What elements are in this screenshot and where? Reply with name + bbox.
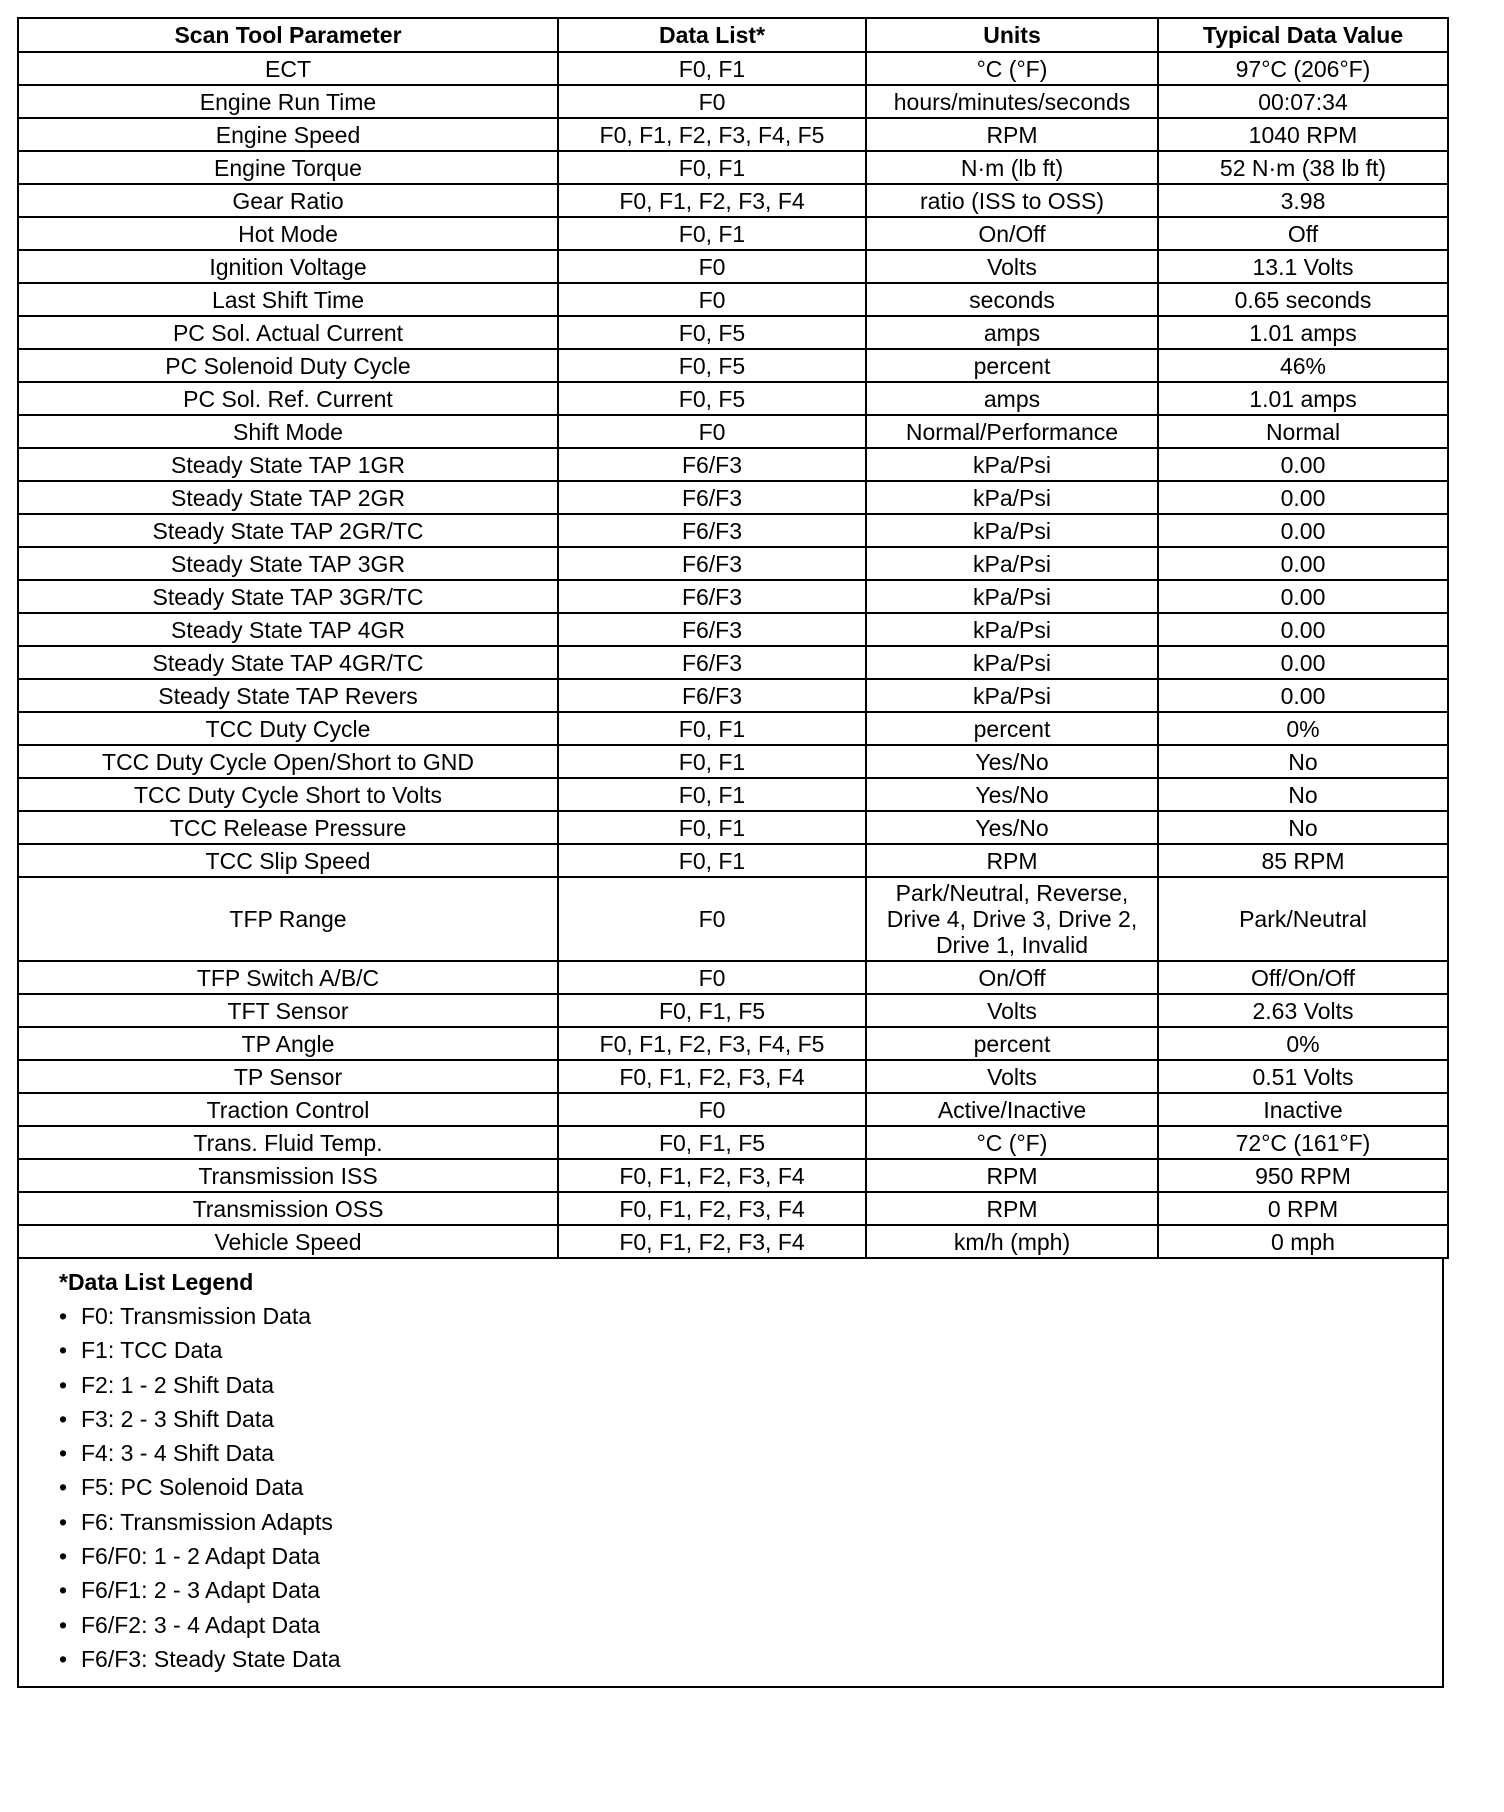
table-row (18, 151, 1448, 184)
bullet-icon: • (59, 1303, 68, 1329)
parameter-cell: Steady State TAP 4GR/TC (18, 646, 558, 679)
data-list-cell: F0, F1 (558, 745, 866, 778)
header-scan-tool-parameter: Scan Tool Parameter (18, 18, 558, 52)
table-row (18, 316, 1448, 349)
parameter-cell: TCC Duty Cycle (18, 712, 558, 745)
typical-value-cell: 0% (1158, 1027, 1448, 1060)
table-row (18, 712, 1448, 745)
data-list-cell: F0 (558, 85, 866, 118)
table-row (18, 118, 1448, 151)
parameter-cell: Engine Torque (18, 151, 558, 184)
data-list-cell: F0, F5 (558, 349, 866, 382)
parameter-cell: TFP Switch A/B/C (18, 961, 558, 994)
table-row (18, 514, 1448, 547)
typical-value-cell: 1.01 amps (1158, 316, 1448, 349)
units-cell: RPM (866, 1192, 1158, 1225)
table-row (18, 52, 1448, 85)
table-row (18, 1225, 1448, 1258)
parameter-cell: TP Angle (18, 1027, 558, 1060)
typical-value-cell: No (1158, 811, 1448, 844)
bullet-icon: • (59, 1337, 68, 1364)
data-list-cell: F6/F3 (558, 613, 866, 646)
bullet-icon: • (59, 1371, 68, 1398)
data-list-cell: F0, F1 (558, 844, 866, 877)
units-cell: Volts (866, 250, 1158, 283)
data-list-cell: F0, F1 (558, 811, 866, 844)
units-cell: kPa/Psi (866, 646, 1158, 679)
units-cell: °C (°F) (866, 52, 1158, 85)
table-row (18, 1192, 1448, 1225)
typical-value-cell: Inactive (1158, 1093, 1448, 1126)
typical-value-cell: 0.00 (1158, 613, 1448, 646)
units-cell: Volts (866, 1060, 1158, 1093)
bullet-icon: • (59, 1645, 68, 1672)
header-typical-data-value: Typical Data Value (1158, 18, 1448, 52)
units-cell: RPM (866, 844, 1158, 877)
typical-value-cell: 0.00 (1158, 481, 1448, 514)
legend-item-text: F5: PC Solenoid Data (81, 1474, 304, 1501)
data-list-cell: F0 (558, 877, 866, 961)
data-list-cell: F0 (558, 250, 866, 283)
typical-value-cell: 0.00 (1158, 514, 1448, 547)
units-cell: kPa/Psi (866, 580, 1158, 613)
typical-value-cell: 13.1 Volts (1158, 250, 1448, 283)
typical-value-cell: 0.51 Volts (1158, 1060, 1448, 1093)
parameter-cell: Ignition Voltage (18, 250, 558, 283)
data-list-cell: F6/F3 (558, 547, 866, 580)
table-row (18, 349, 1448, 382)
typical-value-cell: 00:07:34 (1158, 85, 1448, 118)
legend-item (59, 1299, 1442, 1333)
table-row (18, 184, 1448, 217)
bullet-icon: • (59, 1508, 68, 1535)
units-cell: On/Off (866, 217, 1158, 250)
legend-item-text: F6/F2: 3 - 4 Adapt Data (81, 1611, 321, 1638)
legend-item-text: F0: Transmission Data (81, 1303, 312, 1329)
legend-item (59, 1470, 1442, 1504)
table-row (18, 481, 1448, 514)
data-list-cell: F0, F5 (558, 382, 866, 415)
units-cell: amps (866, 316, 1158, 349)
parameter-cell: Traction Control (18, 1093, 558, 1126)
scan-tool-data-document (17, 17, 1447, 1688)
parameter-cell: Engine Speed (18, 118, 558, 151)
legend-title: *Data List Legend (59, 1269, 254, 1295)
data-list-cell: F0, F1, F5 (558, 1126, 866, 1159)
legend-list (59, 1299, 1442, 1676)
typical-value-cell: 0 RPM (1158, 1192, 1448, 1225)
data-list-legend (17, 1259, 1444, 1688)
table-row (18, 679, 1448, 712)
legend-item-text: F6/F0: 1 - 2 Adapt Data (81, 1543, 321, 1570)
parameter-cell: Trans. Fluid Temp. (18, 1126, 558, 1159)
data-list-cell: F0 (558, 961, 866, 994)
typical-value-cell: No (1158, 778, 1448, 811)
units-cell: On/Off (866, 961, 1158, 994)
data-list-cell: F6/F3 (558, 679, 866, 712)
parameter-cell: Vehicle Speed (18, 1225, 558, 1258)
parameter-cell: ECT (18, 52, 558, 85)
units-cell: Yes/No (866, 778, 1158, 811)
bullet-icon: • (59, 1440, 68, 1467)
bullet-icon: • (59, 1577, 68, 1604)
typical-value-cell: Off (1158, 217, 1448, 250)
typical-value-cell: 3.98 (1158, 184, 1448, 217)
legend-item-text: F4: 3 - 4 Shift Data (81, 1440, 275, 1467)
units-cell: RPM (866, 118, 1158, 151)
table-row (18, 580, 1448, 613)
table-row (18, 877, 1448, 961)
bullet-icon: • (59, 1543, 68, 1570)
typical-value-cell: 0% (1158, 712, 1448, 745)
table-row (18, 844, 1448, 877)
legend-item (59, 1573, 1442, 1607)
table-row (18, 1093, 1448, 1126)
table-row (18, 85, 1448, 118)
legend-item-text: F2: 1 - 2 Shift Data (81, 1371, 275, 1398)
table-row (18, 1126, 1448, 1159)
legend-item (59, 1642, 1442, 1676)
header-units: Units (866, 18, 1158, 52)
data-list-cell: F0, F1, F5 (558, 994, 866, 1027)
units-cell: N·m (lb ft) (866, 151, 1158, 184)
parameter-cell: Steady State TAP 3GR/TC (18, 580, 558, 613)
bullet-icon: • (59, 1405, 68, 1432)
units-cell: Yes/No (866, 745, 1158, 778)
typical-value-cell: 46% (1158, 349, 1448, 382)
units-cell: seconds (866, 283, 1158, 316)
legend-item-text: F6: Transmission Adapts (81, 1508, 333, 1535)
table-body (18, 52, 1448, 1258)
parameter-cell: Engine Run Time (18, 85, 558, 118)
typical-value-cell: Normal (1158, 415, 1448, 448)
table-row (18, 217, 1448, 250)
typical-value-cell: 1040 RPM (1158, 118, 1448, 151)
table-row (18, 646, 1448, 679)
data-list-cell: F6/F3 (558, 481, 866, 514)
table-row (18, 448, 1448, 481)
parameter-cell: Steady State TAP 3GR (18, 547, 558, 580)
parameter-cell: Gear Ratio (18, 184, 558, 217)
data-list-cell: F0, F1 (558, 217, 866, 250)
typical-value-cell: 0.00 (1158, 646, 1448, 679)
typical-value-cell: 2.63 Volts (1158, 994, 1448, 1027)
table-row (18, 415, 1448, 448)
data-list-cell: F0 (558, 415, 866, 448)
table-row (18, 1159, 1448, 1192)
parameter-cell: Steady State TAP 2GR (18, 481, 558, 514)
legend-item (59, 1402, 1442, 1436)
data-list-cell: F0, F1, F2, F3, F4, F5 (558, 1027, 866, 1060)
typical-value-cell: 52 N·m (38 lb ft) (1158, 151, 1448, 184)
legend-item-text: F1: TCC Data (81, 1337, 223, 1364)
legend-item-text: F3: 2 - 3 Shift Data (81, 1405, 275, 1432)
data-list-cell: F6/F3 (558, 580, 866, 613)
data-list-cell: F0 (558, 1093, 866, 1126)
data-list-cell: F0, F1 (558, 778, 866, 811)
data-list-cell: F6/F3 (558, 514, 866, 547)
data-list-cell: F6/F3 (558, 646, 866, 679)
typical-value-cell: 85 RPM (1158, 844, 1448, 877)
typical-value-cell: 72°C (161°F) (1158, 1126, 1448, 1159)
parameter-cell: Steady State TAP 2GR/TC (18, 514, 558, 547)
units-cell: percent (866, 349, 1158, 382)
typical-value-cell: No (1158, 745, 1448, 778)
legend-item (59, 1539, 1442, 1573)
units-cell: kPa/Psi (866, 481, 1158, 514)
parameter-cell: PC Solenoid Duty Cycle (18, 349, 558, 382)
units-cell: Volts (866, 994, 1158, 1027)
data-list-cell: F0 (558, 283, 866, 316)
parameter-cell: Steady State TAP Revers (18, 679, 558, 712)
data-list-cell: F0, F1, F2, F3, F4 (558, 184, 866, 217)
table-row (18, 811, 1448, 844)
data-list-cell: F0, F1, F2, F3, F4, F5 (558, 118, 866, 151)
units-cell: Active/Inactive (866, 1093, 1158, 1126)
parameter-cell: Transmission OSS (18, 1192, 558, 1225)
units-cell: km/h (mph) (866, 1225, 1158, 1258)
typical-value-cell: 0.65 seconds (1158, 283, 1448, 316)
header-data-list: Data List* (558, 18, 866, 52)
data-list-cell: F0, F1 (558, 52, 866, 85)
data-list-cell: F6/F3 (558, 448, 866, 481)
bullet-icon: • (59, 1611, 68, 1638)
bullet-icon: • (59, 1474, 68, 1501)
typical-value-cell: 0.00 (1158, 580, 1448, 613)
legend-item-text: F6/F3: Steady State Data (81, 1645, 341, 1672)
table-row (18, 547, 1448, 580)
units-cell: kPa/Psi (866, 613, 1158, 646)
data-list-cell: F0, F1 (558, 712, 866, 745)
table-row (18, 778, 1448, 811)
legend-item (59, 1333, 1442, 1367)
units-cell: hours/minutes/seconds (866, 85, 1158, 118)
typical-value-cell: 97°C (206°F) (1158, 52, 1448, 85)
table-row (18, 613, 1448, 646)
data-list-cell: F0, F1 (558, 151, 866, 184)
units-cell: kPa/Psi (866, 514, 1158, 547)
table-row (18, 1060, 1448, 1093)
data-list-cell: F0, F5 (558, 316, 866, 349)
units-cell: ratio (ISS to OSS) (866, 184, 1158, 217)
data-list-cell: F0, F1, F2, F3, F4 (558, 1060, 866, 1093)
parameter-cell: TCC Release Pressure (18, 811, 558, 844)
typical-value-cell: 950 RPM (1158, 1159, 1448, 1192)
parameter-cell: TCC Duty Cycle Open/Short to GND (18, 745, 558, 778)
units-cell: RPM (866, 1159, 1158, 1192)
legend-item (59, 1368, 1442, 1402)
units-cell: kPa/Psi (866, 448, 1158, 481)
table-header-row (18, 18, 1448, 52)
typical-value-cell: 1.01 amps (1158, 382, 1448, 415)
parameter-cell: PC Sol. Actual Current (18, 316, 558, 349)
parameter-cell: TCC Slip Speed (18, 844, 558, 877)
units-cell: °C (°F) (866, 1126, 1158, 1159)
parameter-cell: Hot Mode (18, 217, 558, 250)
units-cell: percent (866, 712, 1158, 745)
table-row (18, 994, 1448, 1027)
typical-value-cell: Park/Neutral (1158, 877, 1448, 961)
typical-value-cell: 0.00 (1158, 547, 1448, 580)
parameter-cell: Last Shift Time (18, 283, 558, 316)
table-row (18, 961, 1448, 994)
units-cell: percent (866, 1027, 1158, 1060)
scan-tool-data-table (17, 17, 1449, 1259)
parameter-cell: TFT Sensor (18, 994, 558, 1027)
legend-item (59, 1436, 1442, 1470)
data-list-cell: F0, F1, F2, F3, F4 (558, 1192, 866, 1225)
table-row (18, 745, 1448, 778)
units-cell: Park/Neutral, Reverse, Drive 4, Drive 3, Drive 2, Drive 1, Invalid (866, 877, 1158, 961)
parameter-cell: Transmission ISS (18, 1159, 558, 1192)
legend-item-text: F6/F1: 2 - 3 Adapt Data (81, 1577, 321, 1604)
parameter-cell: Steady State TAP 4GR (18, 613, 558, 646)
table-row (18, 382, 1448, 415)
legend-item (59, 1608, 1442, 1642)
units-cell: amps (866, 382, 1158, 415)
parameter-cell: TFP Range (18, 877, 558, 961)
data-list-cell: F0, F1, F2, F3, F4 (558, 1225, 866, 1258)
typical-value-cell: 0 mph (1158, 1225, 1448, 1258)
table-row (18, 250, 1448, 283)
typical-value-cell: 0.00 (1158, 448, 1448, 481)
typical-value-cell: Off/On/Off (1158, 961, 1448, 994)
parameter-cell: TP Sensor (18, 1060, 558, 1093)
parameter-cell: PC Sol. Ref. Current (18, 382, 558, 415)
legend-item (59, 1505, 1442, 1539)
table-row (18, 1027, 1448, 1060)
parameter-cell: TCC Duty Cycle Short to Volts (18, 778, 558, 811)
units-cell: Normal/Performance (866, 415, 1158, 448)
parameter-cell: Shift Mode (18, 415, 558, 448)
units-cell: Yes/No (866, 811, 1158, 844)
typical-value-cell: 0.00 (1158, 679, 1448, 712)
parameter-cell: Steady State TAP 1GR (18, 448, 558, 481)
data-list-cell: F0, F1, F2, F3, F4 (558, 1159, 866, 1192)
units-cell: kPa/Psi (866, 547, 1158, 580)
units-cell: kPa/Psi (866, 679, 1158, 712)
table-row (18, 283, 1448, 316)
